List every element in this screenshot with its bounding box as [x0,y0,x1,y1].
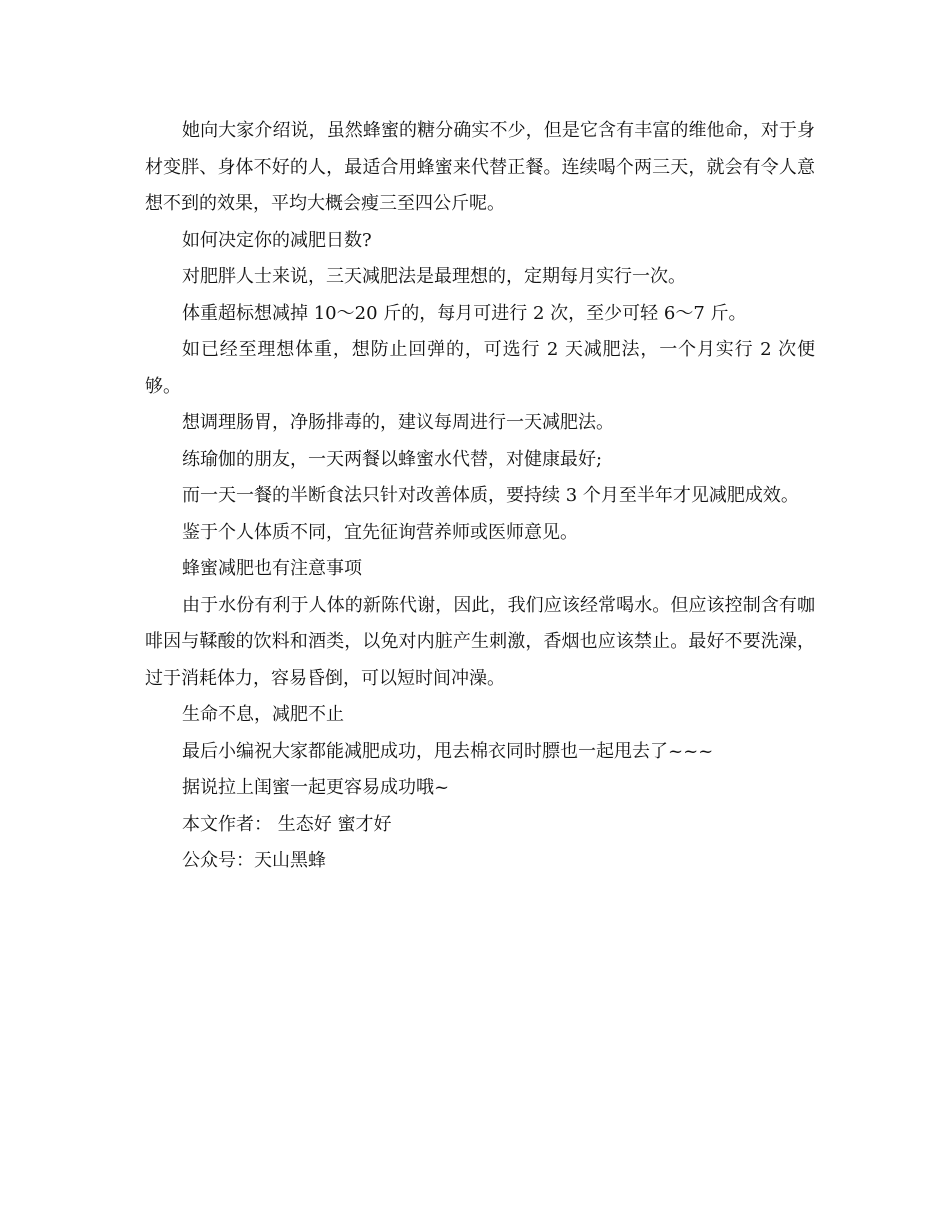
author-line: 本文作者： 生态好 蜜才好 [182,813,392,835]
public-account-line: 公众号：天山黑蜂 [182,850,326,871]
paragraph-yoga: 练瑜伽的朋友，一天两餐以蜂蜜水代替，对健康最好; [182,448,603,470]
paragraph-bestie: 据说拉上闺蜜一起更容易成功哦~ [182,777,450,798]
paragraph-slogan: 生命不息，减肥不止 [182,704,344,725]
paragraph-ideal-weight: 如已经至理想体重，想防止回弹的，可选行 2 天减肥法，一个月实行 2 次便够。 [145,339,815,397]
paragraph-wishes: 最后小编祝大家都能减肥成功，甩去棉衣同时膘也一起甩去了~~~ [182,740,714,762]
paragraph-consult: 鉴于个人体质不同，宜先征询营养师或医师意见。 [182,521,578,543]
paragraph-gut: 想调理肠胃，净肠排毒的，建议每周进行一天减肥法。 [182,412,614,433]
heading-precautions: 蜂蜜减肥也有注意事项 [182,558,362,579]
paragraph-intro: 她向大家介绍说，虽然蜂蜜的糖分确实不少，但是它含有丰富的维他命，对于身材变胖、身体不好的人，最适合用蜂蜜来代替正餐。连续喝个两三天，就会有令人意想不到的效果，平均大概会瘦三至四公斤呢。 [145,120,815,214]
heading-diet-days: 如何决定你的减肥日数? [182,229,372,251]
paragraph-half-fast: 而一天一餐的半断食法只针对改善体质，要持续 3 个月至半年才见减肥成效。 [182,485,799,506]
paragraph-obese: 对肥胖人士来说，三天减肥法是最理想的，定期每月实行一次。 [182,266,686,287]
document-body [145,113,815,880]
paragraph-overweight: 体重超标想减掉 10～20 斤的，每月可进行 2 次，至少可轻 6～7 斤。 [182,302,747,324]
paragraph-water: 由于水份有利于人体的新陈代谢，因此，我们应该经常喝水。但应该控制含有咖啡因与鞣酸的饮料和酒类，以免对内脏产生刺激，香烟也应该禁止。最好不要洗澡，过于消耗体力，容易昏倒，可以短时间冲澡。 [145,594,815,689]
